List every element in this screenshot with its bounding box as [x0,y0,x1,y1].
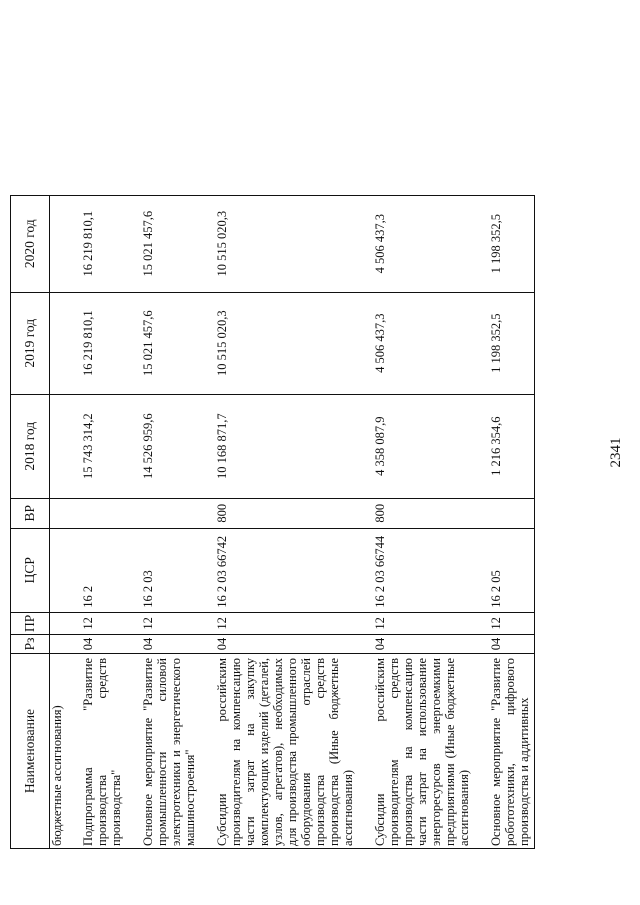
row-2020: 10 515 020,3 [212,195,358,292]
row-csr: 16 2 [78,528,126,612]
header-rz: Рз [11,635,50,654]
row-csr: 16 2 03 66742 [212,528,358,612]
row-2018: 1 216 354,6 [486,394,535,498]
header-pr: ПР [11,612,50,634]
row-pr: 12 [212,612,358,634]
row-vr [486,498,535,528]
row-pr: 12 [138,612,200,634]
row-2020: 16 219 810,1 [78,195,126,292]
row-pr: 12 [486,612,535,634]
row-rz: 04 [212,635,358,654]
row-rz: 04 [138,635,200,654]
row-pr: 12 [78,612,126,634]
table-header-row [11,195,50,848]
row-2018: 10 168 871,7 [212,394,358,498]
table-row [138,195,200,848]
row-pr: 12 [370,612,474,634]
row-2019: 10 515 020,3 [212,292,358,394]
row-spacer [66,195,78,848]
row-2019: 15 021 457,6 [138,292,200,394]
row-name: Субсидии российским производителям средств производства на компенсацию части затрат на использование энергоресурсов энергоемкими предприятиями (Иные бюджетные ассигнования) [370,654,474,849]
header-vr: ВР [11,498,50,528]
row-rz: 04 [370,635,474,654]
header-2018: 2018 год [11,394,50,498]
row-name: Подпрограмма "Развитие производства средств производства" [78,654,126,849]
header-csr: ЦСР [11,528,50,612]
row-vr: 800 [370,498,474,528]
table-row [370,195,474,848]
row-2020: 4 506 437,3 [370,195,474,292]
row-2018: 15 743 314,2 [78,394,126,498]
row-spacer [474,195,486,848]
row-2019: 1 198 352,5 [486,292,535,394]
continuation-row [50,195,67,848]
row-csr: 16 2 03 66744 [370,528,474,612]
row-name: Основное мероприятие "Развитие робототехники, цифрового производства и аддитивных [486,654,535,849]
row-vr [138,498,200,528]
row-2018: 14 526 959,6 [138,394,200,498]
row-2020: 1 198 352,5 [486,195,535,292]
row-spacer [358,195,370,848]
continuation-text: бюджетные ассигнования) [50,654,67,849]
row-csr: 16 2 03 [138,528,200,612]
budget-table [10,195,535,849]
row-spacer [126,195,138,848]
row-vr [78,498,126,528]
row-2018: 4 358 087,9 [370,394,474,498]
header-name: Наименование [11,654,50,849]
row-name: Основное мероприятие "Развитие промышленности силовой электротехники и энергетического машиностроения" [138,654,200,849]
row-vr: 800 [212,498,358,528]
row-2019: 4 506 437,3 [370,292,474,394]
row-2019: 16 219 810,1 [78,292,126,394]
row-csr: 16 2 05 [486,528,535,612]
row-spacer [200,195,212,848]
page-number: 2341 [608,437,624,468]
row-name: Субсидии российским производителям на компенсацию части затрат на закупку комплектующих изделий (деталей, узлов, агрегатов), необходимых для производства промышленного оборудования отраслей производства средств производства (Иные бюджетные ассигнования) [212,654,358,849]
row-rz: 04 [78,635,126,654]
table-row [212,195,358,848]
header-2020: 2020 год [11,195,50,292]
row-rz: 04 [486,635,535,654]
table-row [78,195,126,848]
header-2019: 2019 год [11,292,50,394]
row-2020: 15 021 457,6 [138,195,200,292]
table-row [486,195,535,848]
